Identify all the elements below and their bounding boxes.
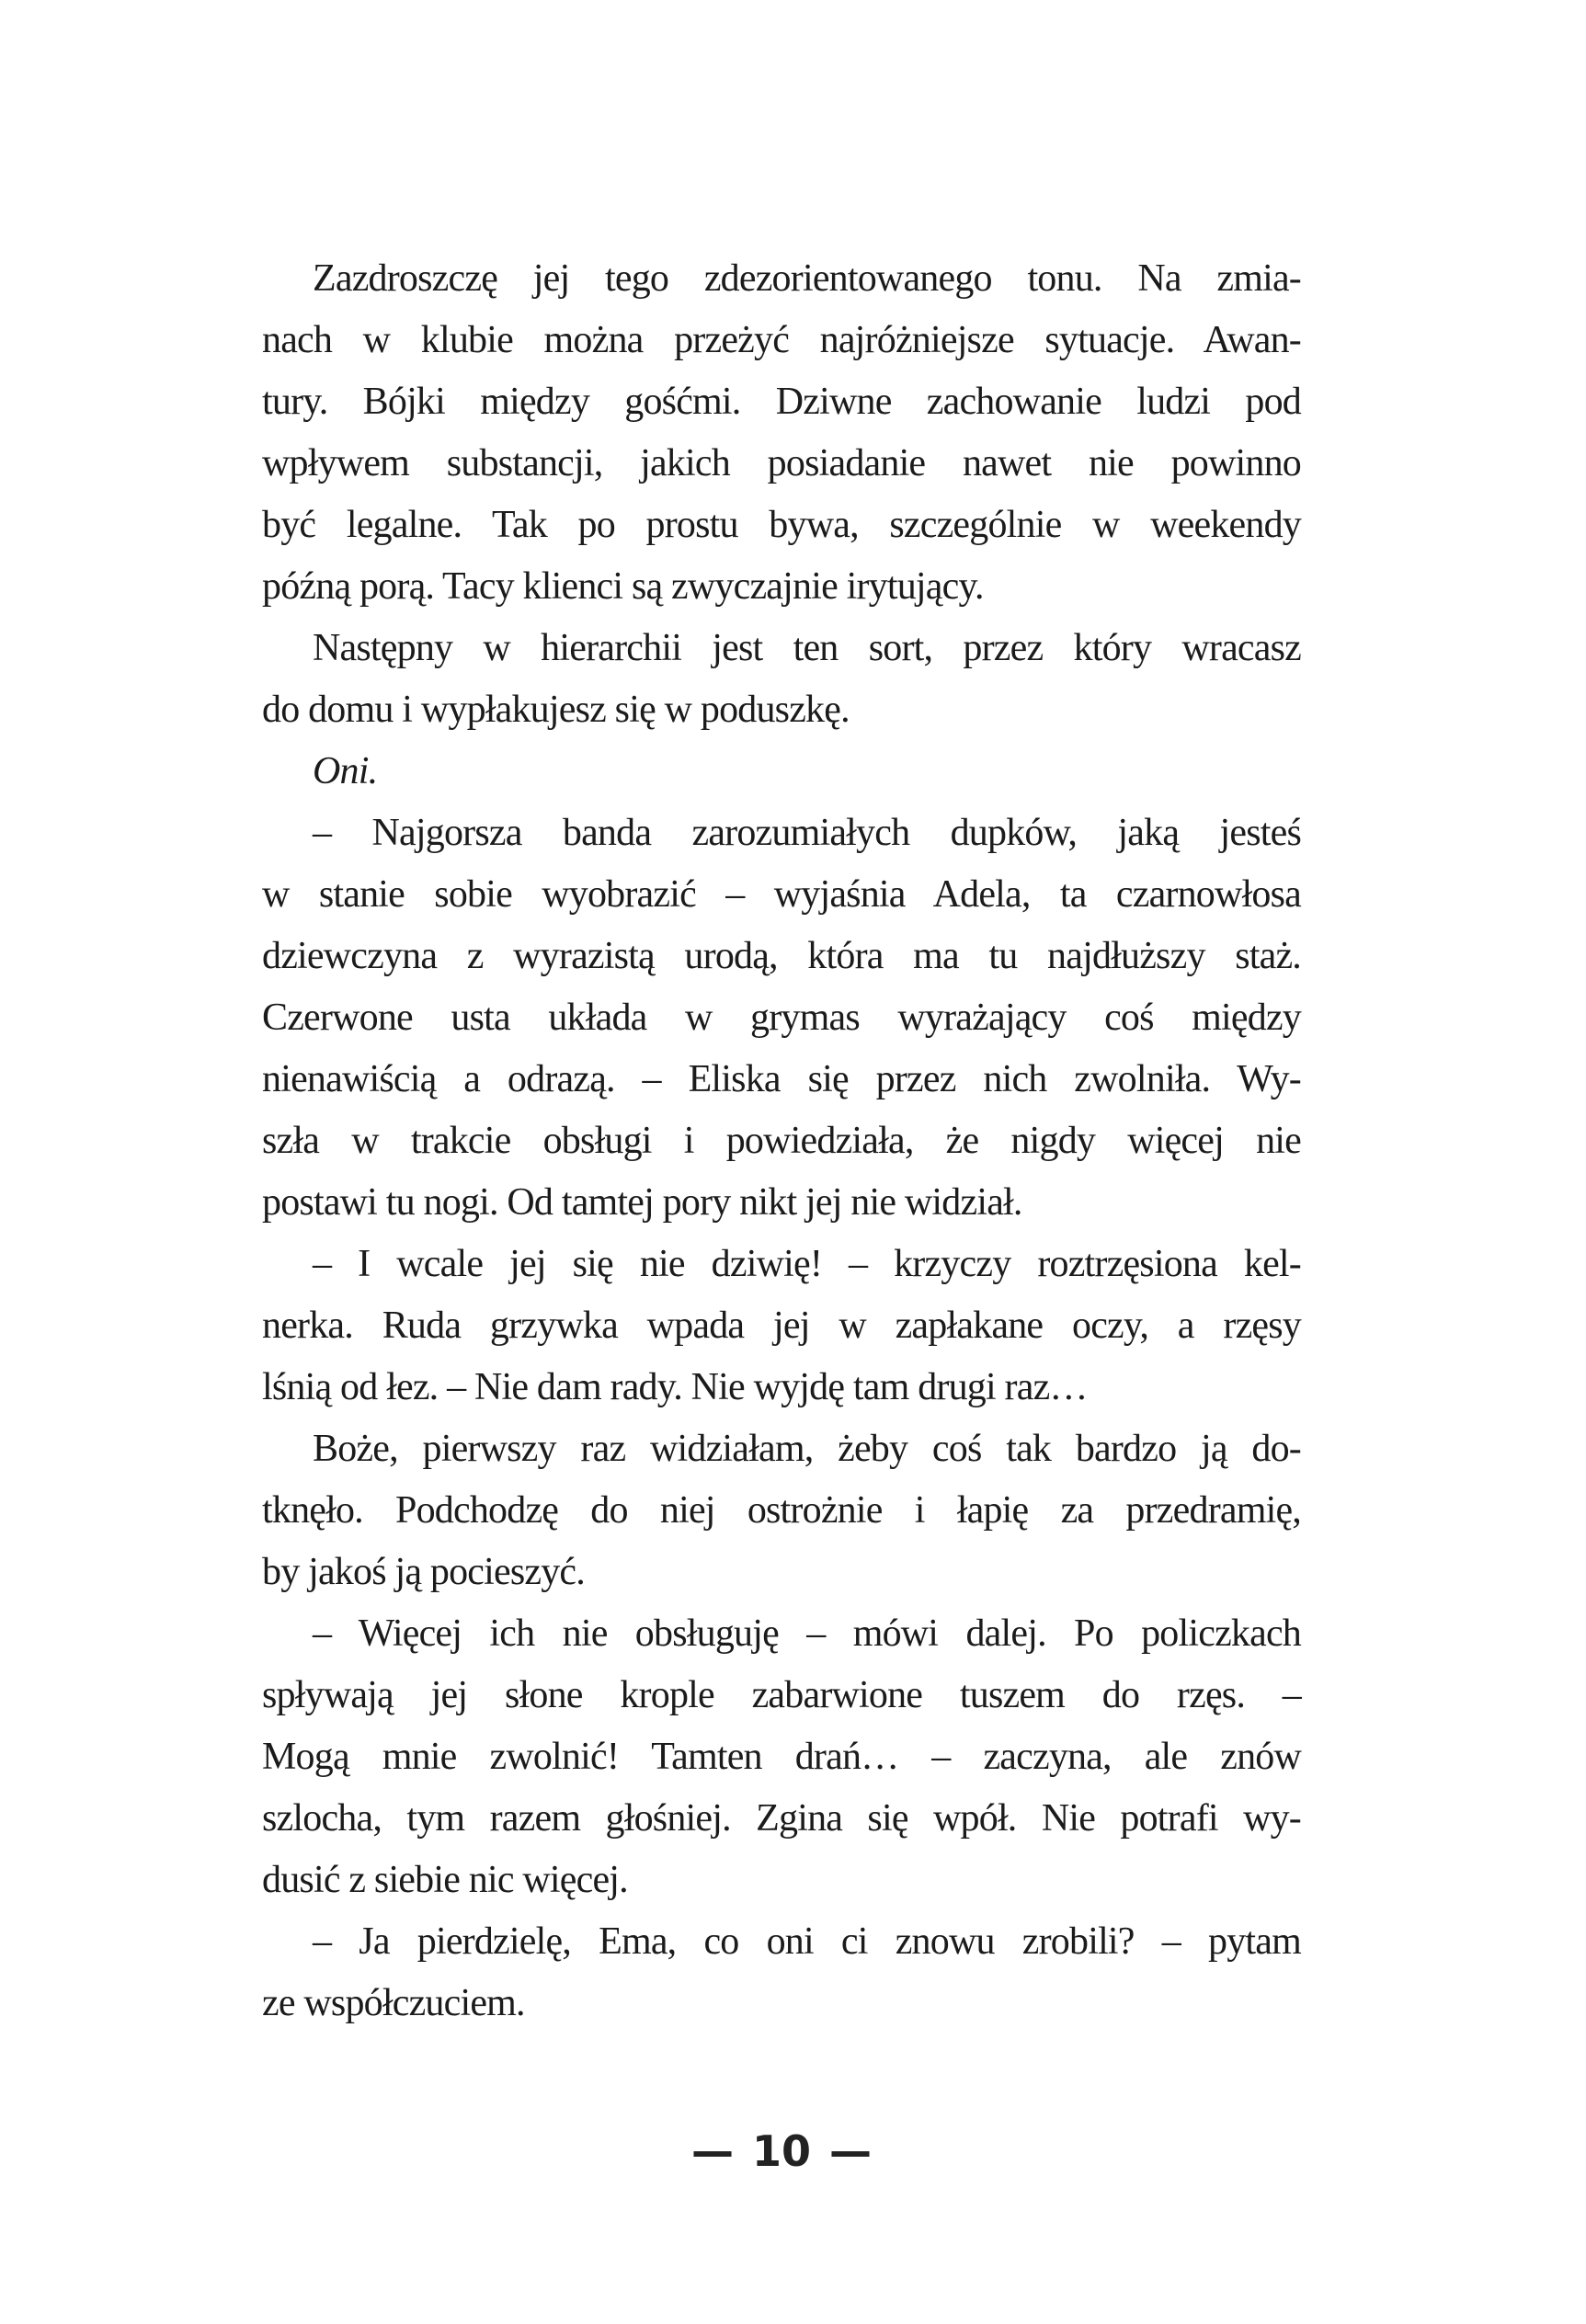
- text-line: – I wcale jej się nie dziwię! – krzyczy roztrzęsiona kel-: [313, 1243, 1301, 1285]
- paragraph: [262, 618, 1301, 741]
- paragraph: [262, 1418, 1301, 1603]
- text-line: postawi tu nogi. Od tamtej pory nikt jej nie widział.: [262, 1181, 1022, 1224]
- paragraph: [262, 248, 1301, 618]
- text-line: dziewczyna z wyrazistą urodą, która ma tu najdłuższy staż.: [262, 935, 1301, 977]
- text-line: szlocha, tym razem głośniej. Zgina się wpół. Nie potrafi wy-: [262, 1797, 1301, 1840]
- text-line: być legalne. Tak po prostu bywa, szczególnie w weekendy: [262, 504, 1301, 546]
- paragraph: [262, 803, 1301, 1234]
- text-line: Czerwone usta układa w grymas wyrażający coś między: [262, 997, 1301, 1039]
- footer-dash-left: —: [690, 2126, 734, 2176]
- text-line: późną porą. Tacy klienci są zwyczajnie irytujący.: [262, 565, 984, 608]
- text-line: Zazdroszczę jej tego zdezorientowanego tonu. Na zmia-: [313, 257, 1301, 300]
- text-line: nerka. Ruda grzywka wpada jej w zapłakane oczy, a rzęsy: [262, 1304, 1301, 1347]
- page-footer: [262, 2125, 1301, 2177]
- text-block: [262, 248, 1301, 2034]
- text-line: ze współczuciem.: [262, 1982, 525, 2024]
- footer-dash-right: —: [829, 2126, 872, 2176]
- text-line: w stanie sobie wyobrazić – wyjaśnia Adela, ta czarnowłosa: [262, 873, 1301, 916]
- text-line: spływają jej słone krople zabarwione tuszem do rzęs. –: [262, 1674, 1301, 1716]
- paragraph: [262, 1911, 1301, 2034]
- text-line: by jakoś ją pocieszyć.: [262, 1551, 585, 1593]
- text-line: Oni.: [313, 750, 378, 792]
- text-line: Następny w hierarchii jest ten sort, przez który wracasz: [313, 627, 1301, 669]
- paragraph: [262, 1603, 1301, 1911]
- text-line: – Najgorsza banda zarozumiałych dupków, jaką jesteś: [313, 812, 1301, 854]
- paragraph: [262, 741, 1301, 803]
- text-line: nach w klubie można przeżyć najróżniejsze sytuacje. Awan-: [262, 319, 1301, 361]
- text-line: szła w trakcie obsługi i powiedziała, że nigdy więcej nie: [262, 1120, 1301, 1162]
- text-line: nienawiścią a odrazą. – Eliska się przez nich zwolniła. Wy-: [262, 1058, 1301, 1100]
- text-line: do domu i wypłakujesz się w poduszkę.: [262, 689, 850, 731]
- paragraph: [262, 1234, 1301, 1418]
- text-line: lśnią od łez. – Nie dam rady. Nie wyjdę tam drugi raz…: [262, 1366, 1088, 1408]
- text-line: – Ja pierdzielę, Ema, co oni ci znowu zrobili? – pytam: [313, 1920, 1301, 1963]
- text-line: Boże, pierwszy raz widziałam, żeby coś tak bardzo ją do-: [313, 1428, 1301, 1470]
- text-line: tury. Bójki między gośćmi. Dziwne zachowanie ludzi pod: [262, 381, 1301, 423]
- text-line: wpływem substancji, jakich posiadanie nawet nie powinno: [262, 442, 1301, 484]
- text-line: dusić z siebie nic więcej.: [262, 1859, 628, 1901]
- page-number: 10: [751, 2126, 811, 2176]
- text-line: – Więcej ich nie obsługuję – mówi dalej. Po policzkach: [313, 1612, 1301, 1655]
- text-line: Mogą mnie zwolnić! Tamten drań… – zaczyna, ale znów: [262, 1736, 1301, 1778]
- text-line: tknęło. Podchodzę do niej ostrożnie i łapię za przedramię,: [262, 1489, 1301, 1532]
